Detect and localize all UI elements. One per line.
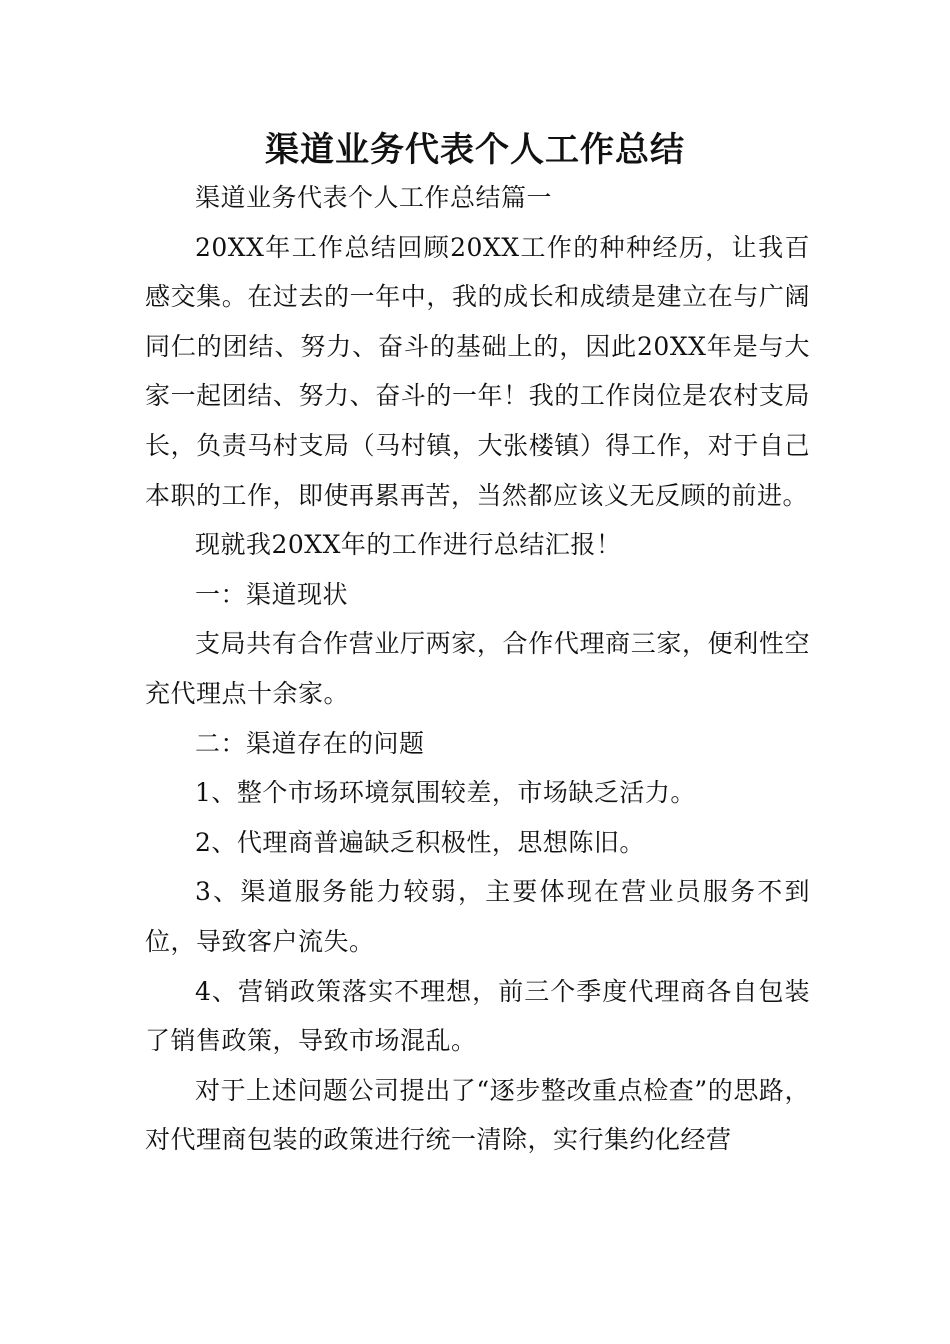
list-item: 2、代理商普遍缺乏积极性，思想陈旧。 (195, 827, 645, 857)
heading-channel-problems: 二：渠道存在的问题 (195, 728, 425, 758)
section-heading: 渠道业务代表个人工作总结篇一 (195, 183, 553, 212)
list-item: 3、渠道服务能力较弱，主要体现在营业员服务不到位，导致客户流失。 (145, 877, 810, 956)
document-body (145, 173, 810, 1165)
paragraph-intro: 20XX年工作总结回顾20XX工作的种种经历，让我百感交集。在过去的一年中，我的成长和成绩是建立在与广阔同仁的团结、努力、奋斗的基础上的，因此20XX年是与大家一起团结、努力、奋斗的一年！我的工作岗位是农村支局长，负责马村支局（马村镇，大张楼镇）得工作，对于自己本职的工作，即使再累再苦，当然都应该义无反顾的前进。 (145, 232, 810, 510)
paragraph-solution: 对于上述问题公司提出了“逐步整改重点检查”的思路，对代理商包装的政策进行统一清除，实行集约化经营 (145, 1075, 810, 1155)
paragraph-report: 现就我20XX年的工作进行总结汇报！ (195, 530, 622, 560)
heading-channel-status: 一：渠道现状 (195, 579, 349, 609)
document-title: 渠道业务代表个人工作总结 (265, 130, 685, 170)
list-item: 1、整个市场环境氛围较差，市场缺乏活力。 (195, 778, 696, 808)
list-item: 4、营销政策落实不理想，前三个季度代理商各自包装了销售政策，导致市场混乱。 (145, 976, 810, 1056)
paragraph-channel-status: 支局共有合作营业厅两家，合作代理商三家，便利性空充代理点十余家。 (145, 629, 810, 708)
